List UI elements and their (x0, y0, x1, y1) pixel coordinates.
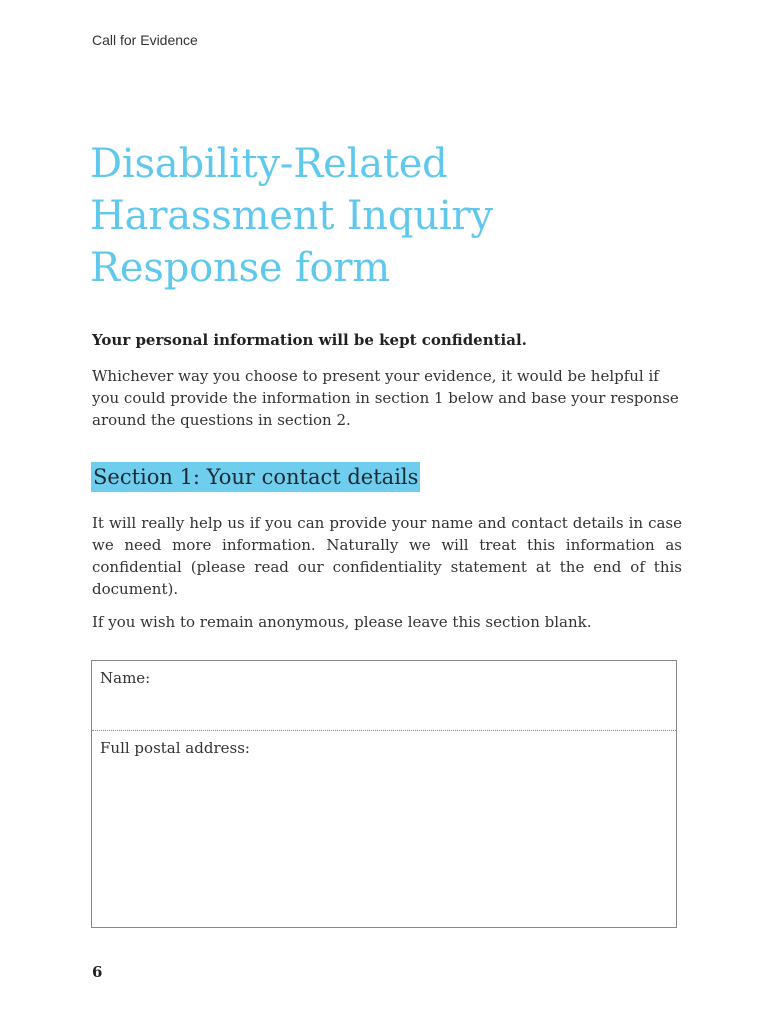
contact-details-form (91, 660, 677, 928)
page-number: 6 (92, 963, 103, 981)
name-input[interactable] (100, 691, 668, 724)
address-label: Full postal address: (100, 739, 250, 757)
name-label: Name: (100, 669, 151, 687)
name-field-row (92, 661, 676, 731)
anonymous-note: If you wish to remain anonymous, please leave this section blank. (92, 613, 592, 631)
intro-paragraph: Whichever way you choose to present your evidence, it would be helpful if you could provide the information in section 1 below and base your response around the questions in section 2. (92, 367, 679, 429)
address-field-row (92, 731, 676, 927)
title-line-1: Disability-Related (90, 141, 448, 187)
section-1-heading: Section 1: Your contact details (91, 462, 420, 492)
title-line-3: Response form (90, 245, 391, 291)
running-head: Call for Evidence (92, 32, 198, 48)
address-input[interactable] (100, 761, 668, 921)
title-line-2: Harassment Inquiry (90, 193, 493, 239)
document-title (90, 138, 710, 294)
confidential-note: Your personal information will be kept confidential. (92, 331, 527, 349)
contact-help-paragraph: It will really help us if you can provide your name and contact details in case we need more information. Naturally we will treat this information as confidential (please read our confidentiality statement at the end of this document). (92, 514, 682, 598)
